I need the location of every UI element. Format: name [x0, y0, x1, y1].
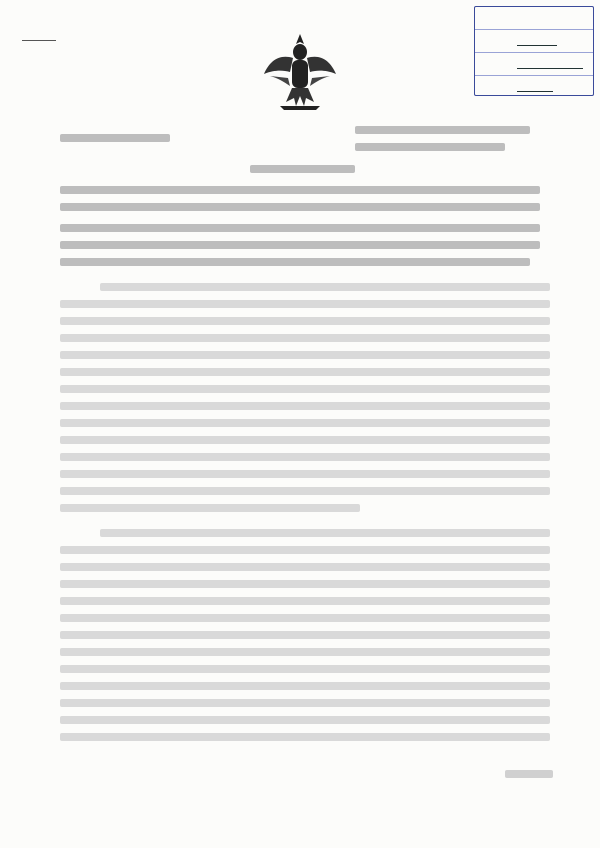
text-line-placeholder [60, 504, 360, 512]
garuda-emblem-icon [262, 30, 338, 112]
stamp-org-row [475, 7, 593, 30]
text-line-placeholder [60, 563, 550, 571]
text-line-placeholder [60, 402, 550, 410]
stamp-date [517, 58, 583, 69]
text-line-placeholder [100, 529, 550, 537]
stamp-date-row [475, 53, 593, 76]
margin-handwritten-note [22, 18, 56, 41]
text-line-placeholder [100, 283, 550, 291]
text-line-placeholder [60, 258, 530, 266]
text-line-placeholder [60, 631, 550, 639]
text-line-placeholder [60, 241, 540, 249]
text-line-placeholder [60, 597, 550, 605]
text-line-placeholder [355, 143, 505, 151]
stamp-received-no-row [475, 30, 593, 53]
text-line-placeholder [60, 580, 550, 588]
text-line-placeholder [60, 699, 550, 707]
text-line-placeholder [60, 224, 540, 232]
text-line-placeholder [60, 334, 550, 342]
text-line-placeholder [60, 614, 550, 622]
text-line-placeholder [60, 682, 550, 690]
text-line-placeholder [60, 203, 540, 211]
text-line-placeholder [60, 453, 550, 461]
text-line-placeholder [60, 470, 550, 478]
text-line-placeholder [60, 351, 550, 359]
text-line-placeholder [60, 134, 170, 142]
text-line-placeholder [60, 300, 550, 308]
text-line-placeholder [60, 546, 550, 554]
text-line-placeholder [60, 385, 550, 393]
stamp-time [517, 81, 553, 92]
stamp-received-no [517, 35, 557, 46]
text-line-placeholder [60, 368, 550, 376]
received-stamp [474, 6, 594, 96]
text-line-placeholder [60, 487, 550, 495]
text-line-placeholder [60, 665, 550, 673]
text-line-placeholder [60, 436, 550, 444]
text-line-placeholder [60, 419, 550, 427]
text-line-placeholder [60, 186, 540, 194]
text-line-placeholder [250, 165, 355, 173]
text-line-placeholder [60, 648, 550, 656]
text-line-placeholder [355, 126, 530, 134]
stamp-time-row [475, 76, 593, 98]
continuation-marker [505, 770, 553, 778]
text-line-placeholder [60, 733, 550, 741]
text-line-placeholder [60, 716, 550, 724]
text-line-placeholder [60, 317, 550, 325]
